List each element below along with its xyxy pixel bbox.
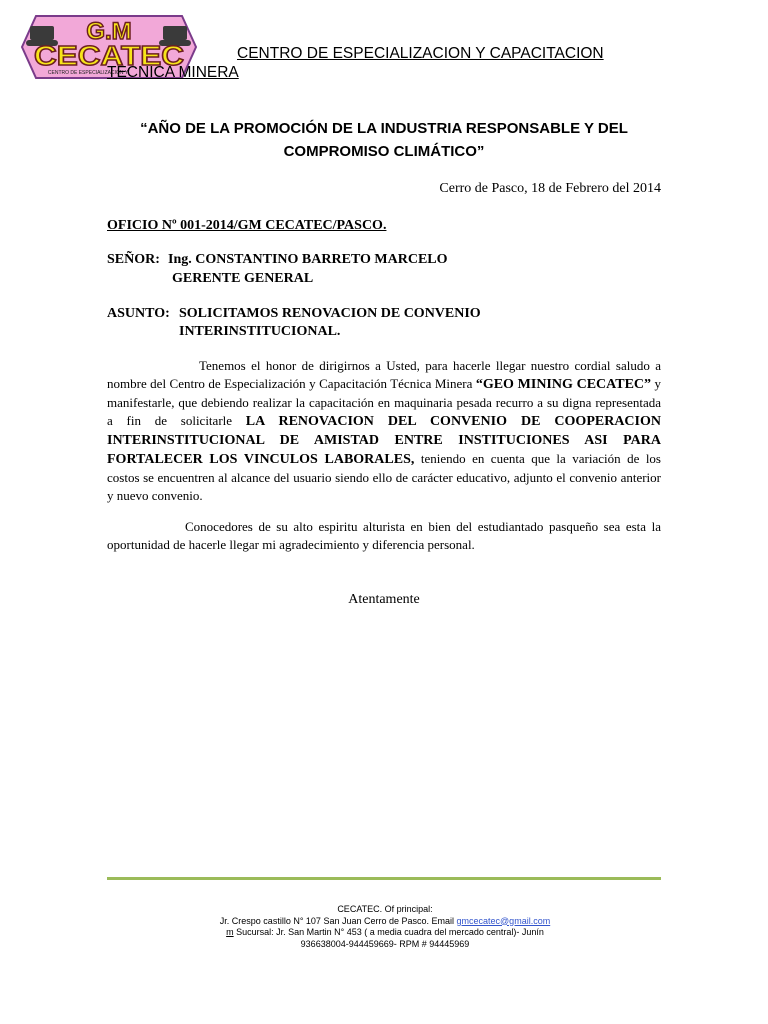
footer-m-mark: m	[226, 927, 234, 937]
logo-small-text: CENTRO DE ESPECIALIZACION Y	[47, 70, 129, 76]
footer-divider	[107, 877, 661, 880]
footer-line-3	[150, 927, 620, 939]
para1-org-name: “GEO MINING CECATEC”	[475, 377, 652, 392]
footer-line-1: CECATEC. Of principal:	[337, 904, 433, 914]
body-paragraph-2: Conocedores de su alto espiritu alturista en bien del estudiantado pasqueño sea esta la oportunidad de hacerle llegar mi agradecimiento y diferencia personal.	[107, 519, 661, 552]
logo-top-text: G.M	[86, 18, 132, 45]
subject-label: ASUNTO:	[107, 306, 170, 321]
footer	[150, 904, 620, 950]
footer-line-4: 936638004-944459669- RPM # 94445969	[300, 938, 470, 949]
para1-emphasis: LA RENOVACION DEL CONVENIO DE COOPERACION INTERINSTITUCIONAL DE AMISTAD ENTRE INSTITUCIONES ASI PARA FORTALECER LOS VINCULOS LABORALES,	[107, 414, 661, 467]
oficio-number: OFICIO Nº 001-2014/GM CECATEC/PASCO.	[107, 218, 387, 233]
subject-line-1: SOLICITAMOS RENOVACION DE CONVENIO	[179, 306, 481, 321]
motto-line-2: COMPROMISO CLIMÁTICO”	[283, 143, 485, 160]
recipient-position: GERENTE GENERAL	[172, 271, 314, 286]
recipient-name: Ing. CONSTANTINO BARRETO MARCELO	[168, 252, 448, 267]
motto-line-1: “AÑO DE LA PROMOCIÓN DE LA INDUSTRIA RESPONSABLE Y DEL	[140, 120, 628, 137]
body-paragraph-1	[107, 357, 661, 505]
closing: Atentamente	[348, 592, 420, 607]
para1-middle: y manifestarle, que debiendo realizar la capacitación en maquinaria pesada recurro a su digna representada a fin de solicitarle	[107, 376, 661, 428]
footer-line-2	[150, 916, 620, 928]
header-line-2: TECNICA MINERA	[107, 64, 239, 81]
para1-intro: Tenemos el honor de dirigirnos a Usted, para hacerle llegar nuestro cordial saludo a nombre del Centro de Especialización y Capacitación Técnica Minera	[107, 358, 661, 391]
date-line: Cerro de Pasco, 18 de Febrero del 2014	[439, 181, 661, 196]
para1-ending: teniendo en cuenta que la variación de los costos se encuentren al alcance del usuario siendo ello de carácter educativo, adjunto el convenio anterior y nuevo convenio.	[107, 451, 661, 503]
header-line-1: CENTRO DE ESPECIALIZACION Y CAPACITACION	[237, 45, 604, 62]
footer-branch: Sucursal: Jr. San Martin N° 453 ( a media cuadra del mercado central)- Junín	[233, 927, 544, 937]
year-motto	[100, 117, 668, 163]
recipient-label: SEÑOR:	[107, 252, 160, 267]
logo-main-text: CECATEC	[34, 40, 184, 71]
footer-email-link[interactable]: gmcecatec@gmail.com	[456, 915, 551, 926]
footer-address: Jr. Crespo castillo N° 107 San Juan Cerro de Pasco. Email	[219, 915, 455, 926]
subject-line-2: INTERINSTITUCIONAL.	[179, 324, 341, 339]
